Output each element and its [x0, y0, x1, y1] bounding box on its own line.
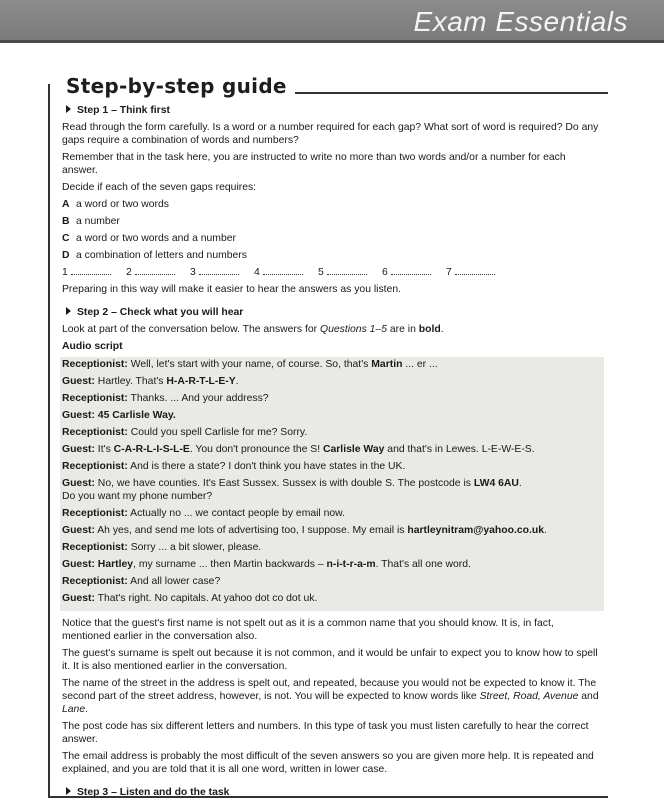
step2-heading: Step 2 – Check what you will hear: [62, 306, 602, 319]
explanation-note: The post code has six different letters and numbers. In this type of task you must listen carefully to hear the correct answer.: [62, 721, 589, 745]
script-line: Receptionist: Sorry ... a bit slower, please.: [62, 542, 262, 553]
step1-paragraph: Remember that in the task here, you are instructed to write no more than two words and/or a number for each answer.: [62, 152, 566, 176]
step2-intro: Look at part of the conversation below. The answers for Questions 1–5 are in bold.: [62, 324, 444, 335]
script-line: Guest: 45 Carlisle Way.: [62, 410, 176, 421]
explanation-note: The name of the street in the address is spelt out, and repeated, because you would not be expected to know it. The second part of the street address, however, is not. You will be expected to know words like Street, Road, Avenue and Lane.: [62, 678, 599, 715]
step1-paragraph: Decide if each of the seven gaps requires:: [62, 182, 257, 193]
title-rule: [290, 92, 608, 94]
triangle-bullet-icon: [66, 307, 71, 315]
option-item: C a word or two words and a number: [62, 233, 236, 244]
script-line: Receptionist: Actually no ... we contact people by email now.: [62, 508, 346, 519]
script-line: Receptionist: And all lower case?: [62, 576, 221, 587]
triangle-bullet-icon: [66, 105, 71, 113]
answer-blank[interactable]: 5: [318, 266, 382, 279]
section-title: Exam Essentials: [413, 6, 628, 37]
script-line: Guest: Hartley, my surname ... then Martin backwards – n-i-t-r-a-m. That's all one word.: [62, 559, 471, 570]
script-line: Receptionist: And is there a state? I don't think you have states in the UK.: [62, 461, 406, 472]
script-line: Receptionist: Well, let's start with your name, of course. So, that's Martin ... er ...: [62, 359, 438, 370]
answer-blank[interactable]: 7: [446, 266, 510, 279]
guide-title: Step-by-step guide: [66, 74, 295, 98]
option-item: D a combination of letters and numbers: [62, 250, 247, 261]
explanation-note: The email address is probably the most difficult of the seven answers so you are given more help. It is repeated and explained, and you are told that it is all one word, written in lower case.: [62, 751, 594, 775]
script-line: Guest: It's C-A-R-L-I-S-L-E. You don't pronounce the S! Carlisle Way and that's in Lewes. L-E-W-E-S.: [62, 444, 535, 455]
step1-paragraph: Read through the form carefully. Is a word or a number required for each gap? What sort of word is required? Do any gaps require a combination of words and numbers?: [62, 122, 599, 146]
triangle-bullet-icon: [66, 787, 71, 795]
script-line: Receptionist: Could you spell Carlisle for me? Sorry.: [62, 427, 308, 438]
answer-blank[interactable]: 4: [254, 266, 318, 279]
answer-blank[interactable]: 1: [62, 266, 126, 279]
option-item: B a number: [62, 216, 120, 227]
audio-script-box: [60, 357, 604, 611]
answer-blank[interactable]: 2: [126, 266, 190, 279]
answer-blanks: [62, 266, 602, 279]
explanation-note: The guest's surname is spelt out because it is not common, and it would be unfair to expect you to know how to spell it. It is also mentioned earlier in the conversation.: [62, 648, 598, 672]
step1-heading: Step 1 – Think first: [62, 104, 602, 117]
step3-heading: Step 3 – Listen and do the task: [62, 786, 602, 799]
script-line: Receptionist: Thanks. ... And your address?: [62, 393, 269, 404]
script-line: Guest: Hartley. That's H-A-R-T-L-E-Y.: [62, 376, 239, 387]
step1-paragraph: Preparing in this way will make it easier to hear the answers as you listen.: [62, 284, 402, 295]
script-line: Guest: Ah yes, and send me lots of advertising too, I suppose. My email is hartleynitram@yahoo.co.uk.: [62, 525, 547, 536]
explanation-note: Notice that the guest's first name is not spelt out as it is a common name that you should know. It is, in fact, mentioned earlier in the conversation also.: [62, 618, 554, 642]
header-band: [0, 0, 664, 43]
answer-blank[interactable]: 3: [190, 266, 254, 279]
option-item: A a word or two words: [62, 199, 169, 210]
script-line: Guest: No, we have counties. It's East Sussex. Sussex is with double S. The postcode is LW4 6AU. Do you want my phone number?: [62, 478, 522, 502]
audio-script-label: Audio script: [62, 341, 123, 352]
guide-content: [62, 104, 602, 803]
script-line: Guest: That's right. No capitals. At yahoo dot co dot uk.: [62, 593, 318, 604]
answer-blank[interactable]: 6: [382, 266, 446, 279]
